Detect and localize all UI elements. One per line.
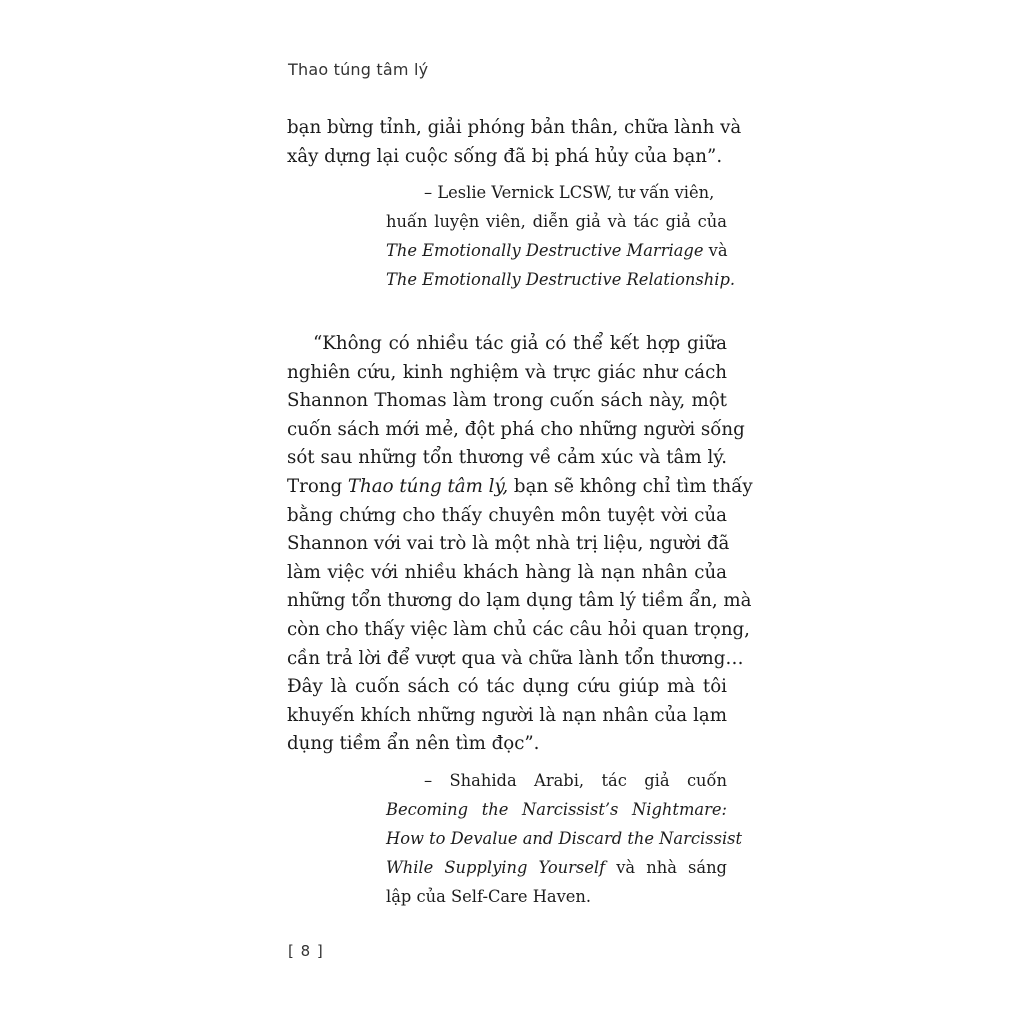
quote-line: cuốn sách mới mẻ, đột phá cho những người sống [287,418,745,440]
quote-line: nghiên cứu, kinh nghiệm và trực giác như cách [287,361,727,383]
book-title: How to Devalue and Discard the Narcissist [386,829,743,848]
attribution-line [386,824,743,853]
running-header: Thao túng tâm lý [288,60,429,79]
quote-line: “Không có nhiều tác giả có thể kết hợp giữa [313,333,727,354]
book-title: The Emotionally Destructive Relationship. [386,270,736,289]
attribution-shahida-arabi [386,766,743,911]
attribution-line [386,265,736,294]
book-title: The Emotionally Destructive Marriage [386,241,704,260]
quote-text: bạn sẽ không chỉ tìm thấy [508,475,753,497]
book-title: Thao túng tâm lý, [347,475,509,497]
quote-line [287,473,753,502]
quote-line: Shannon Thomas làm trong cuốn sách này, một [287,390,727,412]
quote-line: bạn bừng tỉnh, giải phóng bản thân, chữa lành và [287,117,742,138]
quote-line: cần trả lời để vượt qua và chữa lành tổn thương… [287,647,744,669]
attribution-text: và [703,241,728,260]
book-title: While Supplying Yourself [386,858,606,877]
attribution-line: huấn luyện viên, diễn giả và tác giả của [386,212,727,231]
attribution-line [386,853,727,882]
quote-shahida-arabi [287,330,753,759]
quote-line: làm việc với nhiều khách hàng là nạn nhân của [287,561,727,583]
quote-continuation [287,114,742,171]
quote-line: khuyến khích những người là nạn nhân của lạm [287,704,727,726]
attribution-line [386,236,727,265]
attribution-text: và nhà sáng [605,858,727,877]
quote-line: xây dựng lại cuộc sống đã bị phá hủy của bạn”. [287,145,723,167]
quote-line: còn cho thấy việc làm chủ các câu hỏi quan trọng, [287,618,750,640]
attribution-line [386,795,727,824]
quote-line: Shannon với vai trò là một nhà trị liệu, người đã [287,533,730,555]
quote-line: Đây là cuốn sách có tác dụng cứu giúp mà tôi [287,676,727,698]
quote-line: những tổn thương do lạm dụng tâm lý tiềm ẩn, mà [287,590,752,612]
attribution-leslie-vernick [386,178,736,294]
page-number: [ 8 ] [288,942,324,960]
quote-line: dụng tiềm ẩn nên tìm đọc”. [287,733,540,755]
book-title: Becoming the Narcissist’s Nightmare: [386,800,727,819]
quote-line: bằng chứng cho thấy chuyên môn tuyệt vời của [287,504,727,526]
quote-line: sót sau những tổn thương về cảm xúc và tâm lý. [287,447,727,469]
attribution-line: lập của Self-Care Haven. [386,887,592,906]
quote-text: Trong [287,475,348,497]
attribution-line: – Shahida Arabi, tác giả cuốn [424,771,727,790]
attribution-line: – Leslie Vernick LCSW, tư vấn viên, [424,183,715,202]
